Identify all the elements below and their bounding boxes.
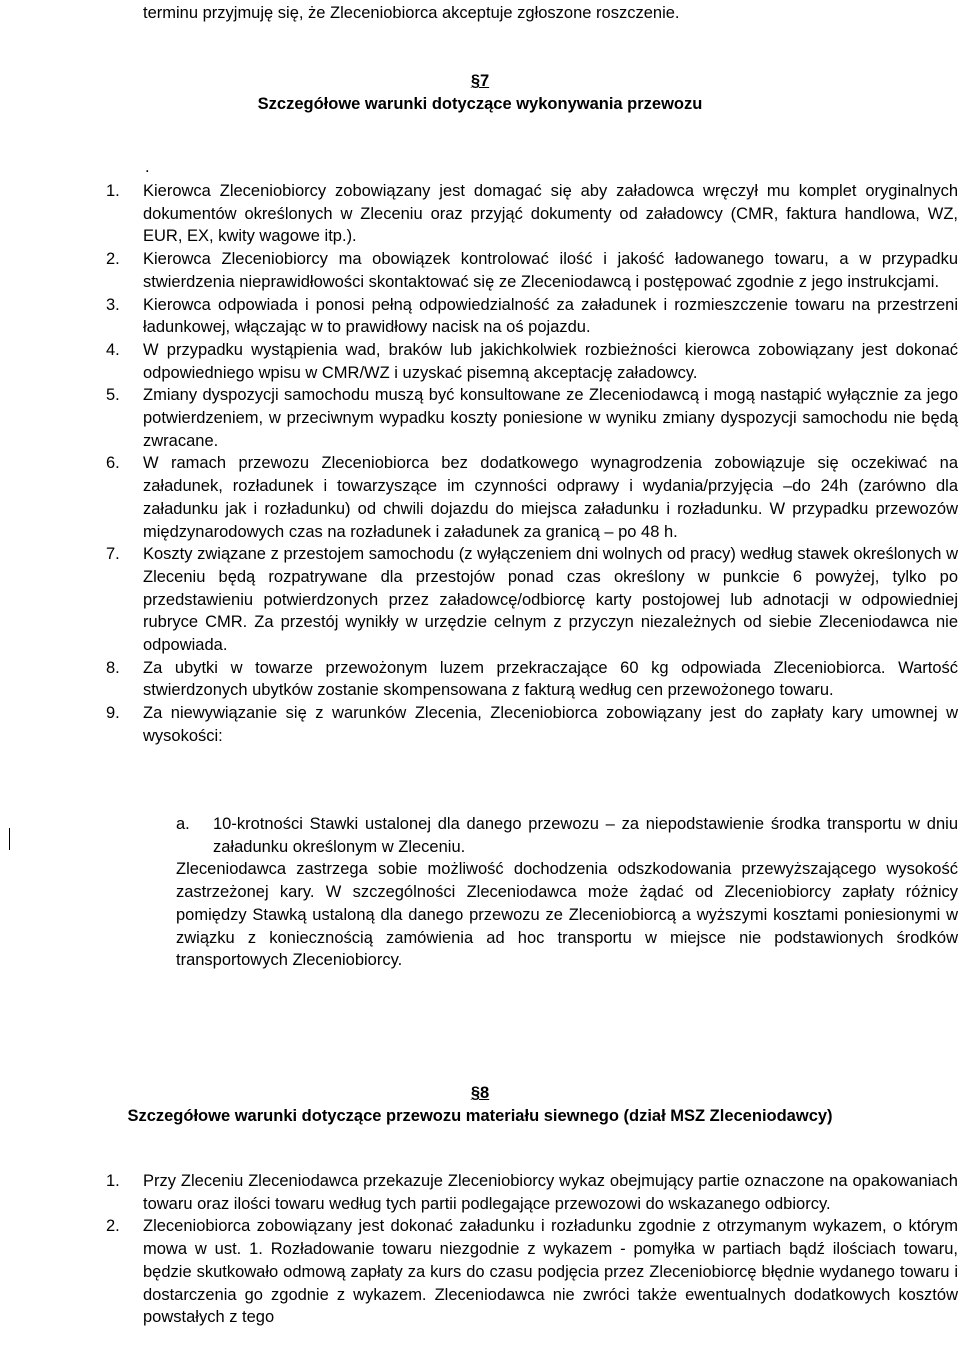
- section-7-heading: [0, 70, 960, 115]
- stray-dot: .: [145, 158, 150, 176]
- section-8-title: Szczegółowe warunki dotyczące przewozu materiału siewnego (dział MSZ Zleceniodawcy): [127, 1106, 833, 1125]
- list-item: 2. Zleceniobiorca zobowiązany jest dokonać załadunku i rozładunku zgodnie z otrzymanym wykazem, o którym mowa w ust. 1. Rozładowanie towaru niezgodnie z wykazem - pomyłka w partiach bądź ilościach towaru, będzie skutkowało odmową zapłaty za kurs do czasu podjęcia przez Zleceniobiorcę błędnie wydanego towaru i dostarczenia go zgodnie z wykazem. Zleceniodawca nie zwróci także ewentualnych dodatkowych kosztów powstałych z tego: [106, 1217, 958, 1327]
- section-7-list: [0, 180, 960, 748]
- continuation-line: terminu przyjmuję się, że Zleceniobiorca akceptuje zgłoszone roszczenie.: [143, 4, 680, 22]
- list-item: 3. Kierowca odpowiada i ponosi pełną odpowiedzialność za załadunek i rozmieszczenie towaru na przestrzeni ładunkowej, włączając w to prawidłowy nacisk na oś pojazdu.: [106, 295, 958, 337]
- list-item: 1. Kierowca Zleceniobiorcy zobowiązany jest domagać się aby załadowca wręczył mu komplet oryginalnych dokumentów określonych w Zleceniu oraz przyjąć dokumenty od załadowcy (CMR, faktura handlowa, WZ, EUR, EX, kwity wagowe itp.).: [106, 182, 958, 246]
- list-item: 9. Za niewywiązanie się z warunków Zlecenia, Zleceniobiorca zobowiązany jest do zapłaty kary umownej w wysokości:: [106, 704, 958, 745]
- section-8-list: [0, 1170, 960, 1329]
- sub-item-a: a. 10-krotności Stawki ustalonej dla danego przewozu – za niepodstawienie środka transportu w dniu załadunku określonym w Zleceniu.: [176, 815, 958, 856]
- section-8-heading: [0, 1082, 960, 1127]
- list-item: 8. Za ubytki w towarze przewożonym luzem przekraczające 60 kg odpowiada Zleceniobiorca. Wartość stwierdzonych ubytków zostanie skompensowana z fakturą według cen przewożonego towaru.: [106, 658, 958, 700]
- list-item: 1. Przy Zleceniu Zleceniodawca przekazuje Zleceniobiorcy wykaz obejmujący partie oznaczone na opakowaniach towaru oraz ilości towaru według tych partii podlegające przewozowi do wskazanego odbiorcy.: [106, 1172, 958, 1213]
- list-item: 4. W przypadku wystąpienia wad, braków lub jakichkolwiek rozbieżności kierowca zobowiązany jest dokonać odpowiedniego wpisu w CMR/WZ i uzyskać pisemną akceptację załadowcy.: [106, 340, 958, 382]
- list-item: 2. Kierowca Zleceniobiorcy ma obowiązek kontrolować ilość i jakość ładowanego towaru, a w przypadku stwierdzenia nieprawidłowości skontaktować się ze Zleceniodawcą i postępować zgodnie z jego instrukcjami.: [106, 250, 958, 291]
- section-8-number: §8: [470, 1084, 490, 1102]
- list-item: 6. W ramach przewozu Zleceniobiorca bez dodatkowego wynagrodzenia zobowiązuje się oczekiwać na załadunek, rozładunek i towarzyszące im czynności odprawy i wydania/przyjęcia –do 24h (zarówno dla załadunku jak i rozładunku) od chwili dojazdu do miejsca załadunku i rozładunku. W przypadku przewozów międzynarodowych czas na rozładunek i załadunek za granicą – po 48 h.: [106, 454, 958, 541]
- section-7-title: Szczegółowe warunki dotyczące wykonywania przewozu: [257, 94, 703, 113]
- section-7-subclause: [0, 813, 960, 972]
- list-item: 7. Koszty związane z przestojem samochodu (z wyłączeniem dni wolnych od pracy) według stawek określonych w Zleceniu będą rozpatrywane dla przestojów ponad czas określony w punkcie 6 powyżej, tylko po przedstawieniu potwierdzonych przez załadowcę/odbiorcę karty postojowej lub adnotacji w odpowiedniej rubryce CMR. Za przestój wynikły w urzędzie celnym z przyczyn niezależnych od siebie Zleceniodawca nie odpowiada.: [106, 545, 958, 655]
- penalty-paragraph: Zleceniodawca zastrzega sobie możliwość dochodzenia odszkodowania przewyższającego wysokość zastrzeżonej kary. W szczególności Zleceniodawca może żądać od Zleceniobiorcy zapłaty różnicy pomiędzy Stawką ustaloną dla danego przewozu ze Zleceniobiorcą a wyższymi kosztami poniesionymi w związku z koniecznością zamówienia ad hoc transportu w miejsce nie podstawionych środków transportowych Zleceniobiorcy.: [176, 860, 958, 970]
- revision-bar: [9, 828, 10, 850]
- section-7-number: §7: [470, 72, 490, 90]
- list-item: 5. Zmiany dyspozycji samochodu muszą być konsultowane ze Zleceniodawcą i mogą nastąpić wyłącznie za jego potwierdzeniem, w przeciwnym wypadku koszty poniesione w wyniku zmiany dyspozycji samochodu nie będą zwracane.: [106, 386, 958, 450]
